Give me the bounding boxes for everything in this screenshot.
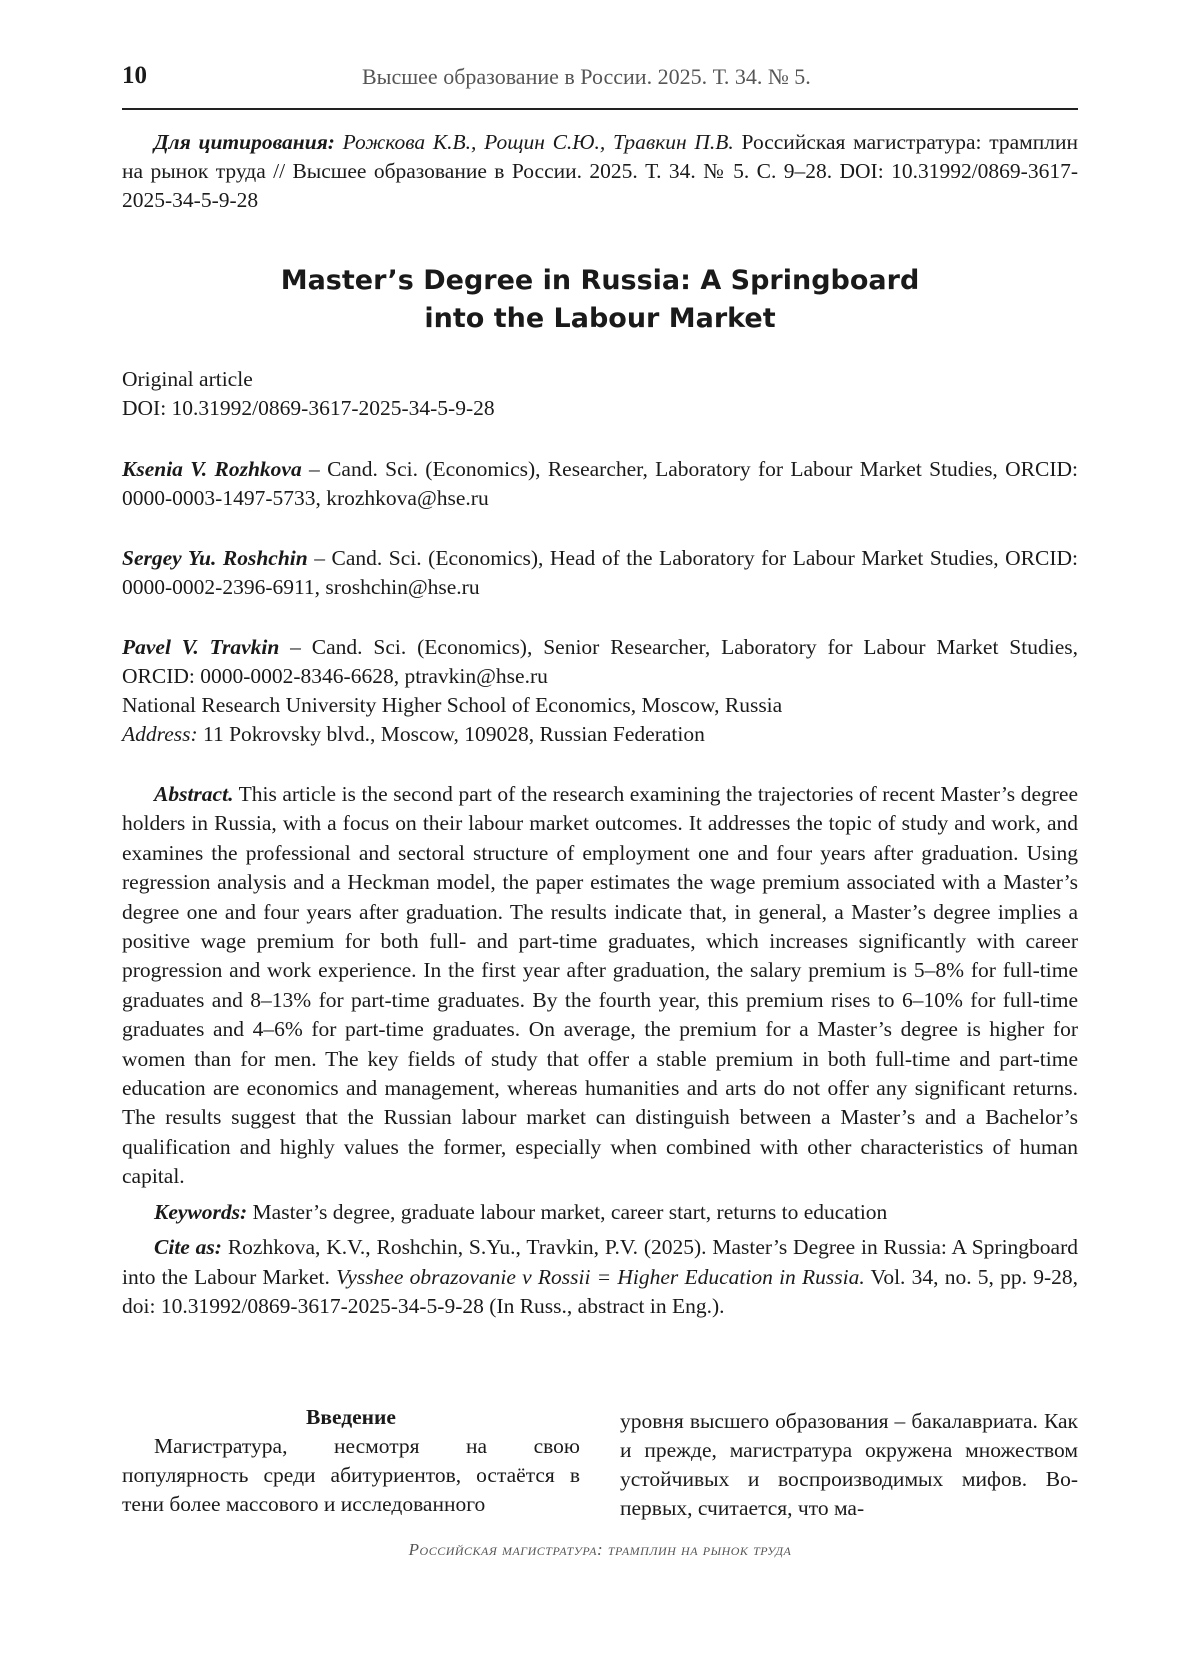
page-number: 10	[122, 62, 147, 89]
page-header	[122, 58, 1078, 110]
abstract-text: This article is the second part of the research examining the trajectories of recent Master’s degree holders in Russia, with a focus on their labour market outcomes. It addresses the topic of study and work, and examines the professional and sectoral structure of employment one and four years after graduation. Using regression analysis and a Heckman model, the paper estimates the wage premium associated with a Master’s degree one and four years after graduation. The results indicate that, in general, a Master’s degree implies a positive wage premium for both full- and part-time graduates, which increases significantly with career progression and work experience. In the first year after graduation, the salary premium is 5–8% for full-time graduates and 8–13% for part-time graduates. By the fourth year, this premium rises to 6–10% for full-time graduates and 4–6% for part-time graduates. On average, the premium for a Master’s degree is higher for women than for men. The key fields of study that offer a stable premium in both full-time and part-time education are economics and management, whereas humanities and arts do not offer any significant returns. The results suggest that the Russian labour market can distinguish between a Master’s and a Bachelor’s qualification and highly values the former, especially when combined with other characteristics of human capital.	[122, 782, 1078, 1189]
keywords-text: Master’s degree, graduate labour market, career start, returns to education	[247, 1199, 888, 1224]
title-line-1: Master’s Degree in Russia: A Springboard	[280, 265, 920, 296]
cite-as-journal: Vysshee obrazovanie v Rossii = Higher Education in Russia.	[336, 1264, 865, 1289]
address	[122, 720, 1078, 749]
author-details: – Cand. Sci. (Economics), Senior Researcher, Laboratory for Labour Market Studies, ORCID: 0000-0002-8346-6628, ptravkin@hse.ru	[122, 635, 1078, 688]
author-name: Sergey Yu. Roshchin	[122, 546, 308, 570]
author-entry	[122, 544, 1078, 602]
abstract-label: Abstract.	[154, 782, 234, 806]
title-line-2: into the Labour Market	[424, 303, 776, 334]
abstract-block	[122, 780, 1078, 1327]
left-column	[122, 1403, 580, 1519]
keywords	[122, 1198, 1078, 1227]
intro-paragraph-right: уровня высшего образования – бакалавриата. Как и прежде, магистратура окружена множеством устойчивых и воспроизводимых мифов. Во-первых, считается, что ма-	[620, 1409, 1078, 1520]
abstract	[122, 780, 1078, 1192]
address-label: Address:	[122, 722, 198, 746]
cite-as-label: Cite as:	[154, 1235, 222, 1260]
citation-text: Российская магистратура: трамплин на рынок труда // Высшее образование в России. 2025. Т. 34. № 5. С. 9–28. DOI: 10.31992/0869-3617-2025-34-5-9-28	[122, 130, 1079, 212]
author-details: – Cand. Sci. (Economics), Researcher, Laboratory for Labour Market Studies, ORCID: 0000-0003-1497-5733, krozhkova@hse.ru	[122, 457, 1078, 510]
address-text: 11 Pokrovsky blvd., Moscow, 109028, Russian Federation	[197, 722, 705, 746]
affiliation: National Research University Higher School of Economics, Moscow, Russia	[122, 693, 783, 717]
author-name: Ksenia V. Rozhkova	[122, 457, 302, 481]
article-doi: DOI: 10.31992/0869-3617-2025-34-5-9-28	[122, 396, 495, 420]
citation-authors: Рожкова К.В., Рощин С.Ю., Травкин П.В.	[342, 130, 734, 154]
author-entry	[122, 455, 1078, 513]
citation-label: Для цитирования:	[154, 130, 335, 154]
russian-citation	[122, 128, 1078, 215]
keywords-label: Keywords:	[154, 1199, 248, 1224]
page-footer: Российская магистратура: трамплин на рынок труда	[408, 1540, 792, 1559]
author-details: – Cand. Sci. (Economics), Head of the Laboratory for Labour Market Studies, ORCID: 0000-0002-2396-6911, sroshchin@hse.ru	[122, 546, 1078, 599]
article-type: Original article	[122, 367, 253, 391]
intro-paragraph-left: Магистратура, несмотря на свою популярность среди абитуриентов, остаётся в тени более массового и исследованного	[122, 1434, 580, 1516]
article-title	[122, 262, 1078, 338]
cite-as-text: Rozhkova, K.V., Roshchin, S.Yu., Travkin, P.V. (2025). Master’s Degree in Russia: A Springboard into the Labour Market.	[122, 1235, 1079, 1289]
author-list	[122, 455, 1078, 749]
cite-as	[122, 1233, 1078, 1321]
running-head: Высшее образование в России. 2025. Т. 34. № 5.	[362, 64, 811, 89]
article-meta	[122, 365, 1078, 423]
section-heading: Введение	[306, 1405, 396, 1429]
author-entry	[122, 633, 1078, 691]
author-name: Pavel V. Travkin	[122, 635, 280, 659]
right-column	[620, 1407, 1078, 1523]
cite-as-text-end: Vol. 34, no. 5, pp. 9-28, doi: 10.31992/0869-3617-2025-34-5-9-28 (In Russ., abstract in Eng.).	[122, 1264, 1079, 1318]
